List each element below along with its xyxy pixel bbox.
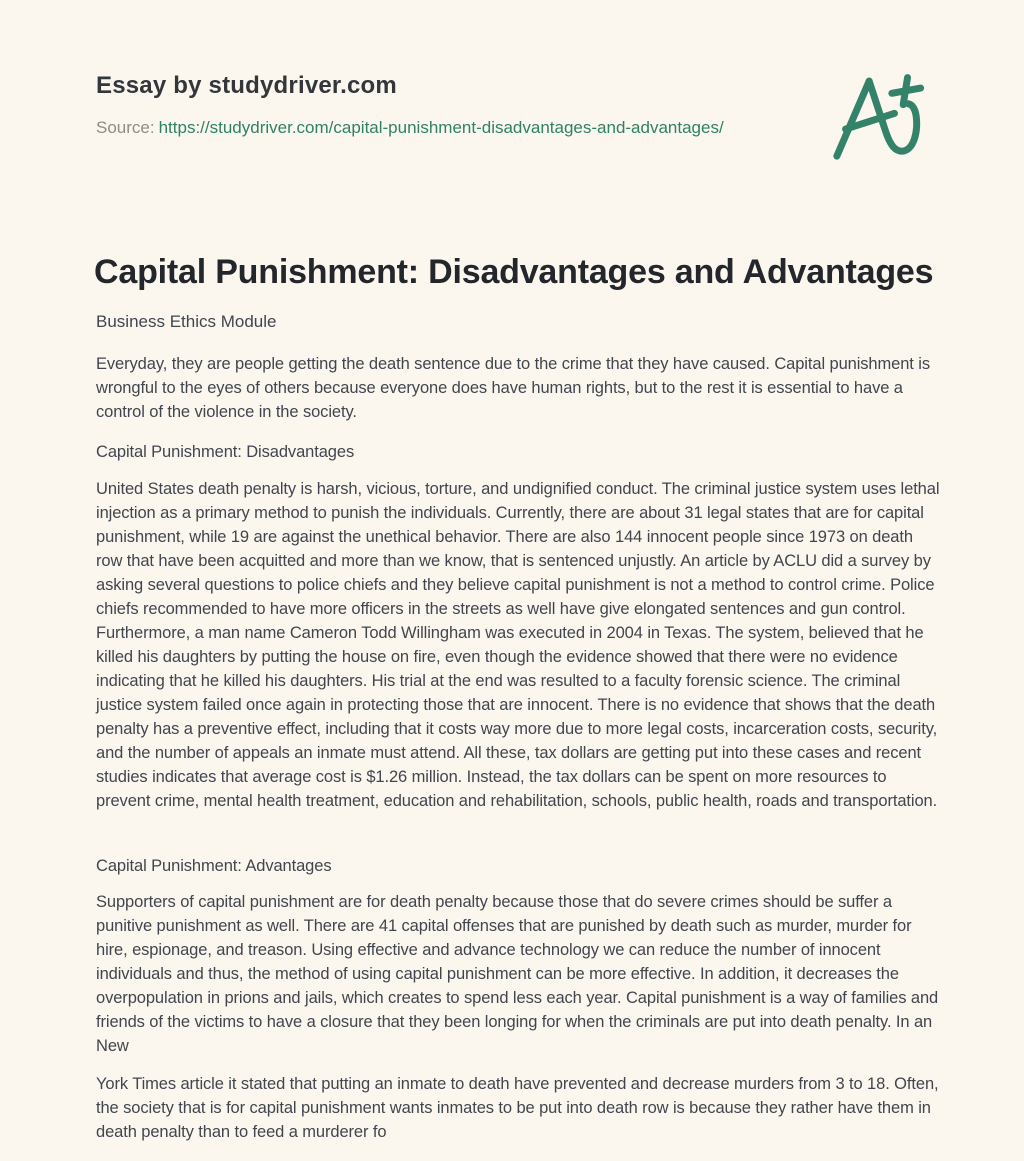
source-label: Source: <box>96 118 155 137</box>
section-heading-advantages: Capital Punishment: Advantages <box>96 857 332 875</box>
course-label: Business Ethics Module <box>96 312 277 331</box>
advantages-continued-paragraph: York Times article it stated that putting an inmate to death have prevented and decrease murders from 3 to 18. Often, the society that is for capital punishment wants inmates to be put into death row is because they rather have them in death penalty than to feed a murderer fo <box>96 1075 939 1141</box>
section-heading-disadvantages: Capital Punishment: Disadvantages <box>96 443 355 461</box>
essay-byline: Essay by studydriver.com <box>96 72 397 99</box>
a-plus-logo-icon <box>829 68 925 164</box>
page-title: Capital Punishment: Disadvantages and Advantages <box>94 253 934 291</box>
studydriver-logo <box>829 68 925 164</box>
advantages-paragraph: Supporters of capital punishment are for death penalty because those that do severe crimes should be suffer a punitive punishment as well. There are 41 capital offenses that are punished by death such as murder, murder for hire, espionage, and treason. Using effective and advance technology we can reduce the number of innocent individuals and thus, the method of using capital punishment can be more effective. In addition, it decreases the overpopulation in prions and jails, which creates to spend less each year. Capital punishment is a way of families and friends of the victims to have a closure that they been longing for when the criminals are put into death penalty. In an New <box>96 893 939 1055</box>
source-row <box>96 116 724 140</box>
source-link[interactable]: https://studydriver.com/capital-punishment-disadvantages-and-advantages/ <box>158 118 724 137</box>
disadvantages-paragraph: United States death penalty is harsh, vicious, torture, and undignified conduct. The criminal justice system uses lethal injection as a primary method to punish the individuals. Currently, there are about 31 legal states that are for capital punishment, while 19 are against the unethical behavior. There are also 144 innocent people since 1973 on death row that have been acquitted and more than we know, that is sentenced unjustly. An article by ACLU did a survey by asking several questions to police chiefs and they believe capital punishment is not a method to control crime. Police chiefs recommended to have more officers in the streets as well have give elongated sentences and gun control. Furthermore, a man name Cameron Todd Willingham was executed in 2004 in Texas. The system, believed that he killed his daughters by putting the house on fire, even though the evidence showed that there were no evidence indicating that he killed his daughters. His trial at the end was resulted to a faculty forensic science. The criminal justice system failed once again in protecting those that are innocent. There is no evidence that shows that the death penalty has a preventive effect, including that it costs way more due to more legal costs, incarceration costs, security, and the number of appeals an inmate must attend. All these, tax dollars are getting put into these cases and recent studies indicates that average cost is $1.26 million. Instead, the tax dollars can be spent on more resources to prevent crime, mental health treatment, education and rehabilitation, schools, public health, roads and transportation. <box>96 480 940 810</box>
intro-paragraph: Everyday, they are people getting the death sentence due to the crime that they have caused. Capital punishment is wrongful to the eyes of others because everyone does have human rights, but to the rest it is essential to have a control of the violence in the society. <box>96 355 930 421</box>
